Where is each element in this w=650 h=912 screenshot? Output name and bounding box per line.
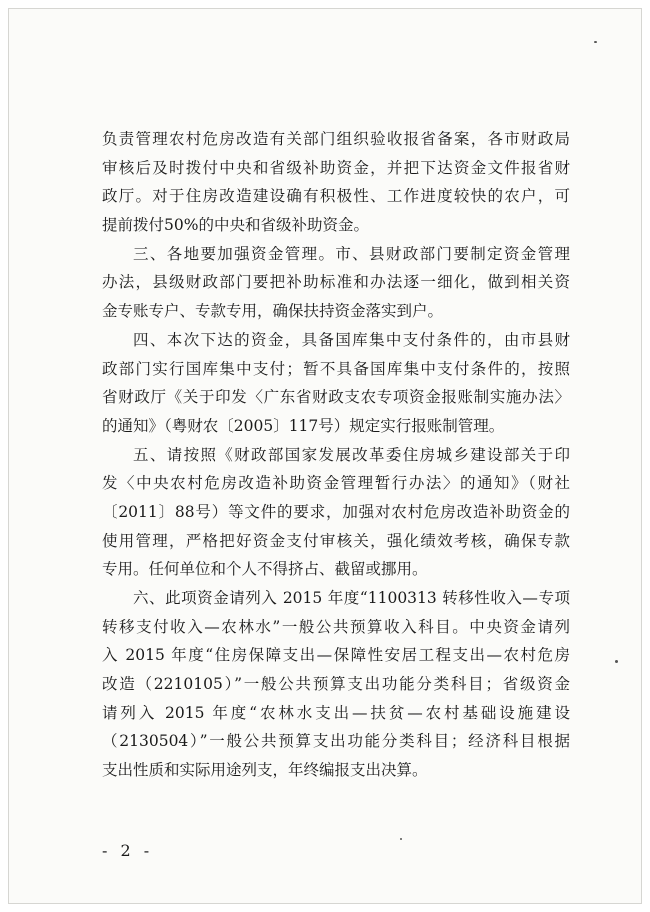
paragraph-six-line: 六、此项资金请列入 2015 年度“1100313 转移性收入—专项 (133, 589, 570, 607)
text-line: 支出性质和实际用途列支，年终编报支出决算。 (102, 761, 428, 780)
text-line: 政厅。对于住房改造建设确有积极性、工作进度较快的农户，可 (102, 187, 570, 206)
text-line: 专用。任何单位和个人不得挤占、截留或挪用。 (102, 560, 428, 579)
text-line: （2130504）”一般公共预算支出功能分类科目；经济科目根据 (102, 732, 570, 751)
text-line: 省财政厅《关于印发〈广东省财政支农专项资金报账制实施办法〉 (102, 388, 570, 407)
body-text (102, 125, 570, 785)
text-line: 发〈中央农村危房改造补助资金管理暂行办法〉的通知》（财社 (102, 474, 570, 493)
paragraph-four-line: 四、本次下达的资金，具备国库集中支付条件的，由市县财 (133, 330, 570, 349)
text-line: 请列入 2015 年度“农林水支出—扶贫—农村基础设施建设 (102, 703, 570, 722)
paragraph-five-line: 五、请按照《财政部国家发展改革委住房城乡建设部关于印 (133, 445, 570, 464)
paragraph-three-line: 三、各地要加强资金管理。市、县财政部门要制定资金管理 (133, 244, 570, 263)
text-line: 审核后及时拨付中央和省级补助资金，并把下达资金文件报省财 (102, 158, 570, 177)
scan-speck (594, 41, 597, 43)
scan-speck (615, 660, 618, 663)
text-line: 金专账专户、专款专用，确保扶持资金落实到户。 (102, 302, 444, 321)
text-line: 政部门实行国库集中支付；暂不具备国库集中支付条件的，按照 (102, 359, 570, 378)
document-page (8, 8, 642, 904)
text-line: 〔2011〕88号）等文件的要求，加强对农村危房改造补助资金的 (102, 502, 570, 521)
text-line: 转移支付收入—农林水”一般公共预算收入科目。中央资金请列 (102, 617, 570, 636)
text-line: 使用管理，严格把好资金支付审核关，强化绩效考核，确保专款 (102, 531, 570, 550)
page-number: - 2 - (102, 841, 154, 860)
text-line: 提前拨付50%的中央和省级补助资金。 (102, 216, 369, 235)
text-line: 办法，县级财政部门要把补助标准和办法逐一细化，做到相关资 (102, 273, 570, 292)
text-line: 的通知》（粤财农〔2005〕117号）规定实行报账制管理。 (102, 416, 505, 435)
text-line: 负责管理农村危房改造有关部门组织验收报省备案，各市财政局 (102, 130, 570, 148)
text-line: 改造（2210105）”一般公共预算支出功能分类科目；省级资金 (102, 675, 570, 694)
text-line: 入 2015 年度“住房保障支出—保障性安居工程支出—农村危房 (102, 646, 570, 665)
scan-speck (400, 838, 402, 840)
